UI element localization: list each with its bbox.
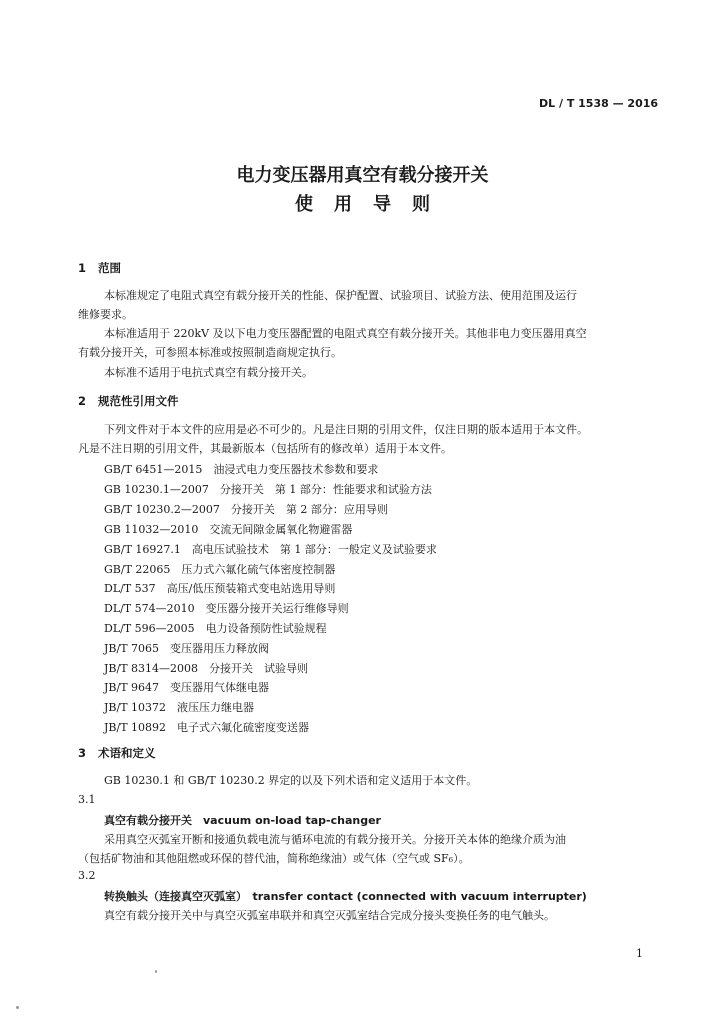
- scan-speck: [155, 970, 157, 973]
- document-subtitle: 使用导则: [295, 194, 451, 215]
- reference-item: DL/T 574—2010 变压器分接开关运行维修导则: [104, 602, 349, 615]
- reference-item: JB/T 7065 变压器用压力释放阀: [104, 642, 270, 655]
- paragraph: 本标准不适用于电抗式真空有载分接开关。: [104, 366, 313, 379]
- section-1-heading: [78, 260, 121, 276]
- paragraph: 维修要求。: [78, 308, 133, 321]
- section-3-heading: [78, 745, 156, 761]
- reference-item: GB 11032—2010 交流无间隙金属氧化物避雷器: [104, 523, 353, 536]
- reference-item: GB/T 16927.1 高电压试验技术 第 1 部分：一般定义及试验要求: [104, 543, 437, 556]
- reference-item: JB/T 10372 液压压力继电器: [104, 701, 255, 714]
- reference-item: DL/T 596—2005 电力设备预防性试验规程: [104, 622, 327, 635]
- reference-item: JB/T 10892 电子式六氟化硫密度变送器: [104, 721, 310, 734]
- term-title: 真空有载分接开关 vacuum on-load tap-changer: [104, 814, 381, 827]
- section-title: 术语和定义: [98, 746, 156, 760]
- term-definition: 真空有载分接开关中与真空灭弧室串联并和真空灭弧室结合完成分接头变换任务的电气触头。: [104, 909, 555, 922]
- reference-item: JB/T 9647 变压器用气体继电器: [104, 681, 270, 694]
- paragraph: 凡是不注日期的引用文件，其最新版本（包括所有的修改单）适用于本文件。: [78, 442, 452, 455]
- reference-item: DL/T 537 高压/低压预装箱式变电站选用导则: [104, 582, 336, 595]
- reference-item: GB/T 10230.2—2007 分接开关 第 2 部分：应用导则: [104, 503, 388, 516]
- term-number: 3.2: [78, 869, 96, 882]
- section-number: 3: [78, 746, 87, 760]
- paragraph: 本标准规定了电阻式真空有载分接开关的性能、保护配置、试验项目、试验方法、使用范围及运行: [104, 289, 577, 302]
- section-2-heading: [78, 393, 179, 409]
- term-title: 转换触头（连接真空灭弧室） transfer contact (connected with vacuum interrupter): [104, 890, 587, 903]
- section-title: 规范性引用文件: [98, 394, 179, 408]
- reference-item: GB/T 22065 压力式六氟化硫气体密度控制器: [104, 563, 336, 576]
- standard-code: DL / T 1538 — 2016: [539, 97, 659, 110]
- term-definition: （包括矿物油和其他阻燃或环保的替代油，简称绝缘油）或气体（空气或 SF₆）。: [78, 852, 470, 865]
- term-number: 3.1: [78, 793, 96, 806]
- paragraph: GB 10230.1 和 GB/T 10230.2 界定的以及下列术语和定义适用于本文件。: [104, 774, 478, 787]
- reference-item: GB/T 6451—2015 油浸式电力变压器技术参数和要求: [104, 463, 379, 476]
- section-title: 范围: [98, 261, 121, 275]
- paragraph: 下列文件对于本文件的应用是必不可少的。凡是注日期的引用文件，仅注日期的版本适用于本文件。: [104, 423, 588, 436]
- reference-item: JB/T 8314—2008 分接开关 试验导则: [104, 662, 309, 675]
- section-number: 1: [78, 261, 87, 275]
- paragraph: 有载分接开关，可参照本标准或按照制造商规定执行。: [78, 346, 342, 359]
- term-definition: 采用真空灭弧室开断和接通负载电流与循环电流的有载分接开关。分接开关本体的绝缘介质为油: [104, 833, 566, 846]
- scan-speck: [16, 1006, 19, 1009]
- section-number: 2: [78, 394, 87, 408]
- reference-item: GB 10230.1—2007 分接开关 第 1 部分：性能要求和试验方法: [104, 483, 432, 496]
- paragraph: 本标准适用于 220kV 及以下电力变压器配置的电阻式真空有载分接开关。其他非电力变压器用真空: [104, 327, 587, 340]
- page-number: 1: [636, 947, 643, 960]
- document-title: 电力变压器用真空有载分接开关: [236, 165, 489, 186]
